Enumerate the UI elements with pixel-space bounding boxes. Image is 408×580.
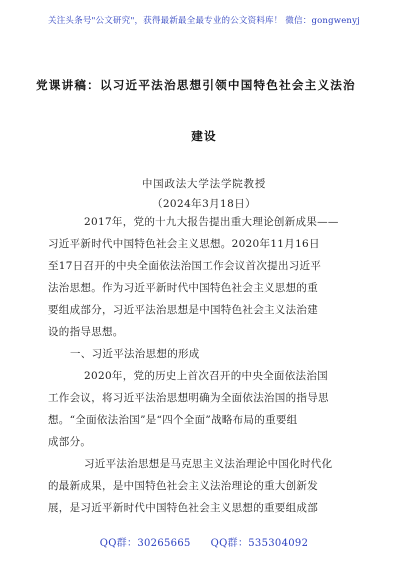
- body-line: 设的指导思想。: [48, 326, 124, 338]
- author-line: 中国政法大学法学院教授: [141, 178, 267, 190]
- body-line: 2017年，党的十九大报告提出重大理论创新成果——: [84, 216, 339, 228]
- footer-qq-group-1: QQ群：30265665: [99, 538, 191, 549]
- document-title-line-1: 党课讲稿：以习近平法治思想引领中国特色社会主义法治: [36, 78, 356, 92]
- body-line: 工作会议，将习近平法治思想明确为全面依法治国的指导思: [48, 392, 329, 404]
- body-line: 至17日召开的中央全面依法治国工作会议首次提出习近平: [48, 260, 322, 272]
- body-line: 展，是习近平新时代中国特色社会主义思想的重要组成部: [48, 502, 318, 514]
- body-line: 成部分。: [48, 436, 92, 448]
- date-line: （2024年3月18日）: [151, 198, 257, 210]
- body-line: 法治思想。作为习近平新时代中国特色社会主义思想的重: [48, 282, 318, 294]
- body-line: 习近平法治思想是马克思主义法治理论中国化时代化: [84, 458, 333, 470]
- body-line: 的最新成果，是中国特色社会主义法治理论的重大创新发: [48, 480, 318, 492]
- body-line: 要组成部分，习近平法治思想是中国特色社会主义法治建: [48, 304, 318, 316]
- section-heading: 一、习近平法治思想的形成: [70, 348, 200, 360]
- body-line: 习近平新时代中国特色社会主义思想。2020年11月16日: [48, 238, 320, 250]
- footer-qq-group-2: QQ群：535304092: [210, 538, 309, 549]
- body-line: 想。“全面依法治国”是“四个全面”战略布局的重要组: [48, 414, 298, 426]
- footer-contacts: [0, 534, 408, 549]
- header-note: 关注头条号"公文研究"，获得最新最全最专业的公文资料库！ 微信：gongwenyj: [48, 16, 360, 26]
- body-line: 2020年，党的历史上首次召开的中央全面依法治国: [84, 370, 328, 382]
- document-title-line-2: 建设: [191, 129, 217, 143]
